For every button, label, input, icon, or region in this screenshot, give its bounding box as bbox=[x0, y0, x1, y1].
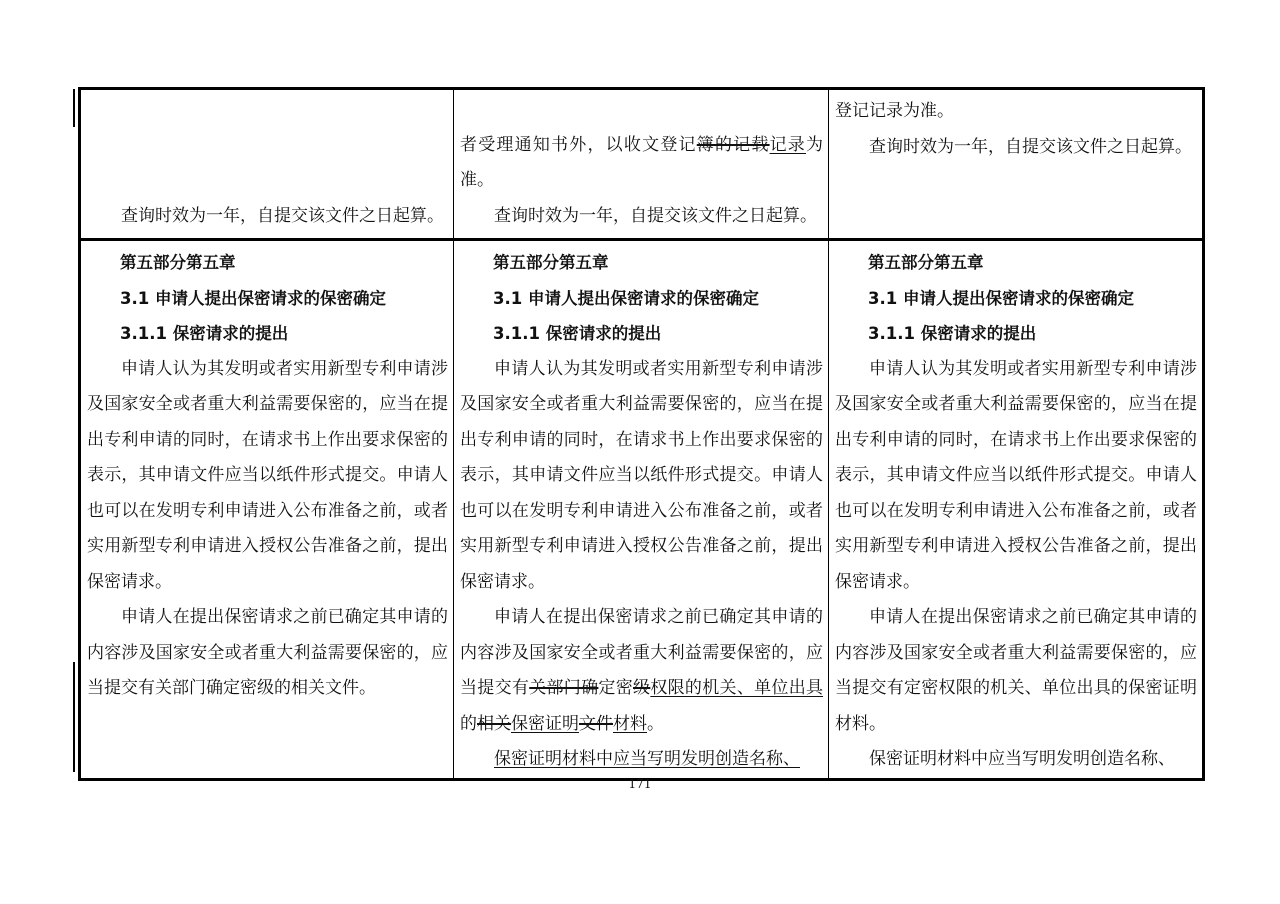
paragraph-secrecy-request: 申请人认为其发明或者实用新型专利申请涉及国家安全或者重大利益需要保密的，应当在提出专利申请的同时，在请求书上作出要求保密的表示，其申请文件应当以纸件形式提交。申请人也可以在发明专利申请进入公布准备之前，或者实用新型专利申请进入授权公告准备之前，提出保密请求。 bbox=[835, 358, 1197, 592]
paragraph-proof-materials: 保密证明材料中应当写明发明创造名称、 bbox=[869, 749, 1175, 769]
paragraph-query-validity: 查询时效为一年，自提交该文件之日起算。 bbox=[869, 136, 1192, 157]
heading-section: 3.1 申请人提出保密请求的保密确定 bbox=[493, 288, 759, 308]
cell-main-col2 bbox=[454, 240, 829, 780]
comparison-table bbox=[78, 87, 1205, 781]
margin-bar-top bbox=[73, 89, 75, 127]
cell-top-col1 bbox=[80, 89, 454, 240]
text-run: 者受理通知书外，以收文登记 bbox=[460, 134, 697, 155]
heading-section: 3.1 申请人提出保密请求的保密确定 bbox=[120, 288, 386, 308]
heading-subsection: 3.1.1 保密请求的提出 bbox=[493, 324, 662, 343]
cell-main-col3 bbox=[829, 240, 1204, 780]
margin-bar-bottom bbox=[73, 662, 75, 772]
deleted-text: 相关 bbox=[477, 713, 511, 734]
text-run: 为准。 bbox=[460, 134, 824, 190]
text-run: 申请人在提出保密请求之前已确定其申请的内容涉及国家安全或者重大利益需要保密的，应当提交有 bbox=[460, 607, 823, 698]
deleted-text: 文件 bbox=[579, 713, 613, 734]
page-number: 171 bbox=[628, 777, 652, 791]
heading-part: 第五部分第五章 bbox=[120, 253, 236, 272]
paragraph-receipt-record: 登记记录为准。 bbox=[835, 101, 954, 121]
text-run: 的 bbox=[460, 713, 477, 734]
heading-subsection: 3.1.1 保密请求的提出 bbox=[120, 324, 289, 343]
deleted-text: 关部门确 bbox=[529, 678, 599, 698]
paragraph-secrecy-documents bbox=[460, 600, 823, 742]
heading-part: 第五部分第五章 bbox=[493, 253, 609, 272]
inserted-text: 权限的机关、单位出具 bbox=[650, 678, 824, 698]
table-row-top bbox=[80, 89, 1204, 240]
inserted-text: 保密证明材料中应当写明发明创造名称、 bbox=[494, 749, 800, 769]
deleted-text: 级 bbox=[633, 678, 651, 698]
heading-section: 3.1 申请人提出保密请求的保密确定 bbox=[868, 288, 1134, 308]
paragraph-secrecy-documents: 申请人在提出保密请求之前已确定其申请的内容涉及国家安全或者重大利益需要保密的，应当提交有定密权限的机关、单位出具的保密证明材料。 bbox=[835, 607, 1197, 734]
inserted-text: 材料 bbox=[613, 713, 647, 734]
heading-subsection: 3.1.1 保密请求的提出 bbox=[868, 324, 1037, 343]
table-row-main bbox=[80, 240, 1204, 780]
paragraph-proof-materials bbox=[460, 742, 823, 778]
cell-main-col1 bbox=[80, 240, 454, 780]
paragraph-secrecy-request: 申请人认为其发明或者实用新型专利申请涉及国家安全或者重大利益需要保密的，应当在提出专利申请的同时，在请求书上作出要求保密的表示，其申请文件应当以纸件形式提交。申请人也可以在发明专利申请进入公布准备之前，或者实用新型专利申请进入授权公告准备之前，提出保密请求。 bbox=[87, 358, 448, 592]
cell-top-col2 bbox=[454, 89, 829, 240]
deleted-text: 簿的记载 bbox=[696, 134, 770, 155]
heading-part: 第五部分第五章 bbox=[868, 253, 984, 272]
paragraph-query-validity: 查询时效为一年，自提交该文件之日起算。 bbox=[494, 205, 817, 226]
inserted-text: 保密证明 bbox=[511, 713, 579, 734]
text-run: 。 bbox=[647, 713, 664, 734]
paragraph-secrecy-request: 申请人认为其发明或者实用新型专利申请涉及国家安全或者重大利益需要保密的，应当在提出专利申请的同时，在请求书上作出要求保密的表示，其申请文件应当以纸件形式提交。申请人也可以在发明专利申请进入公布准备之前，或者实用新型专利申请进入授权公告准备之前，提出保密请求。 bbox=[460, 358, 823, 592]
text-run: 定密 bbox=[598, 678, 634, 698]
paragraph-receipt-record bbox=[460, 128, 823, 199]
paragraph-secrecy-documents: 申请人在提出保密请求之前已确定其申请的内容涉及国家安全或者重大利益需要保密的，应当提交有关部门确定密级的相关文件。 bbox=[87, 607, 448, 698]
cell-top-col3 bbox=[829, 89, 1204, 240]
inserted-text: 记录 bbox=[769, 134, 807, 155]
paragraph-query-validity: 查询时效为一年，自提交该文件之日起算。 bbox=[121, 205, 444, 226]
